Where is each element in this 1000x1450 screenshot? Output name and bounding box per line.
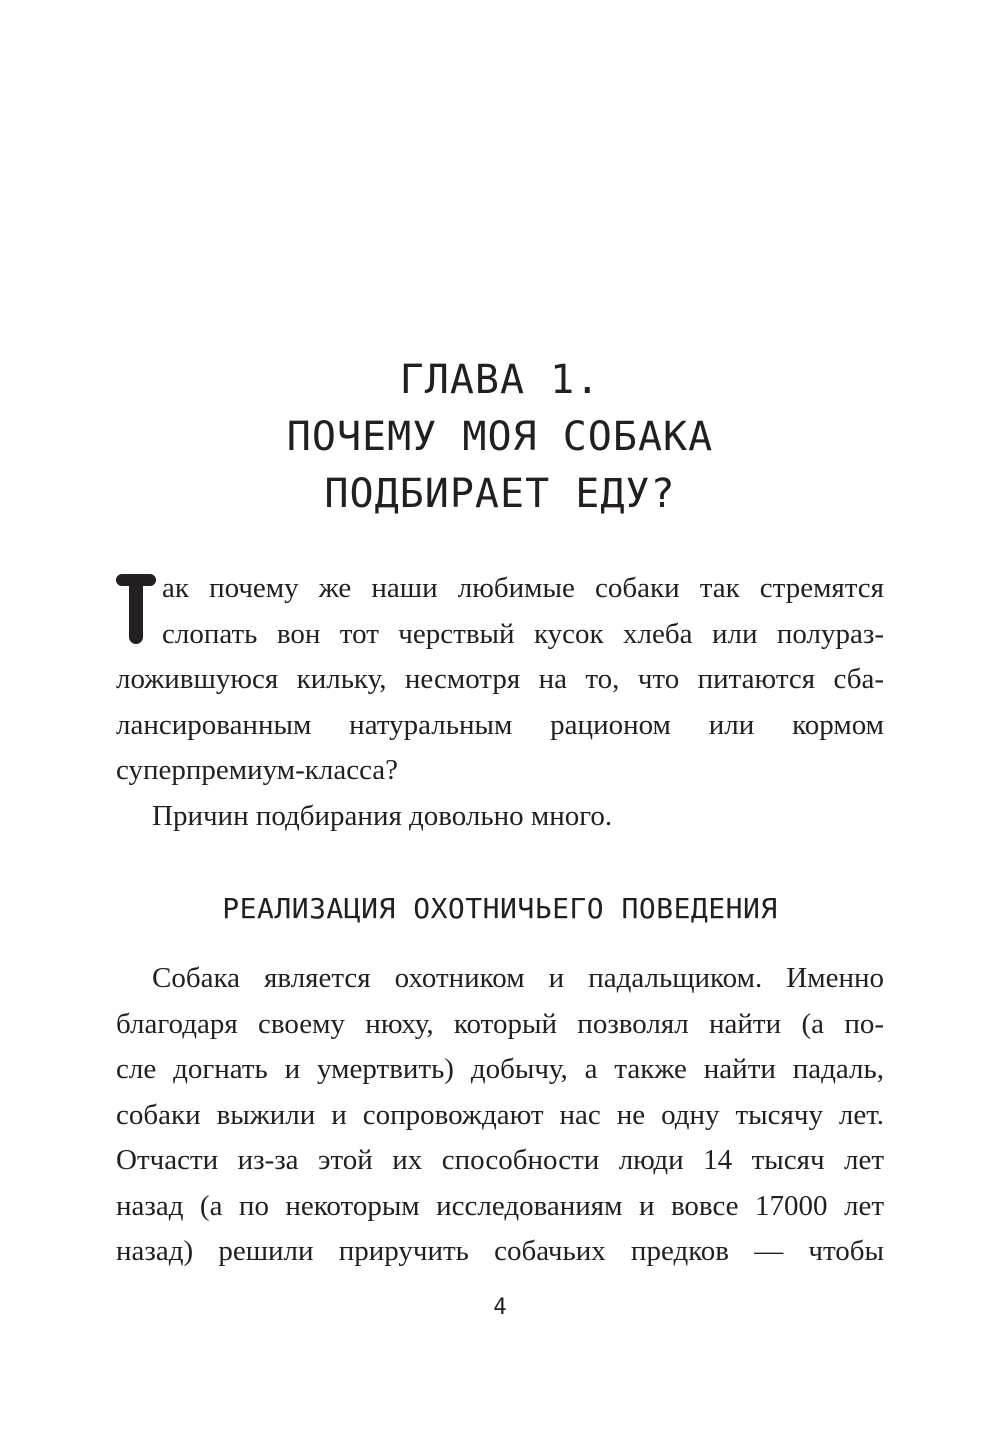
text-line: слопать вон тот черствый кусок хлеба или полураз- (162, 617, 884, 650)
text-line: лансированным натуральным рационом или кормом (116, 708, 884, 741)
text-line: ак почему же наши любимые собаки так стремятся (162, 572, 884, 604)
chapter-number: ГЛАВА 1. (399, 357, 601, 403)
text-line: суперпремиум-класса? (116, 754, 399, 786)
chapter-title (0, 352, 1000, 523)
text-line: назад (а по некоторым исследованиям и вовсе 17000 лет (116, 1189, 884, 1222)
section-heading: РЕАЛИЗАЦИЯ ОХОТНИЧЬЕГО ПОВЕДЕНИЯ (222, 892, 778, 925)
intro-text (116, 566, 884, 839)
text-line: ложившуюся кильку, несмотря на то, что питаются сба- (116, 663, 884, 695)
chapter-title-line-1: ПОЧЕМУ МОЯ СОБАКА (286, 414, 714, 460)
text-line: Причин подбирания довольно много. (152, 799, 613, 832)
text-line: собаки выжили и сопровождают нас не одну тысячу лет. (116, 1098, 884, 1131)
text-line: назад) решили приручить собачьих предков — чтобы (116, 1235, 884, 1267)
chapter-title-line-2: ПОДБИРАЕТ ЕДУ? (324, 471, 676, 517)
section-paragraph (116, 956, 884, 1275)
page-number: 4 (493, 1295, 507, 1320)
text-line: сле догнать и умертвить) добычу, а также найти падаль, (116, 1053, 884, 1085)
text-line: Собака является охотником и падальщиком. Именно (152, 962, 884, 994)
text-line: благодаря своему нюху, который позволял найти (а по- (116, 1007, 884, 1040)
text-line: Отчасти из-за этой их способности люди 14 тысяч лет (116, 1144, 884, 1176)
